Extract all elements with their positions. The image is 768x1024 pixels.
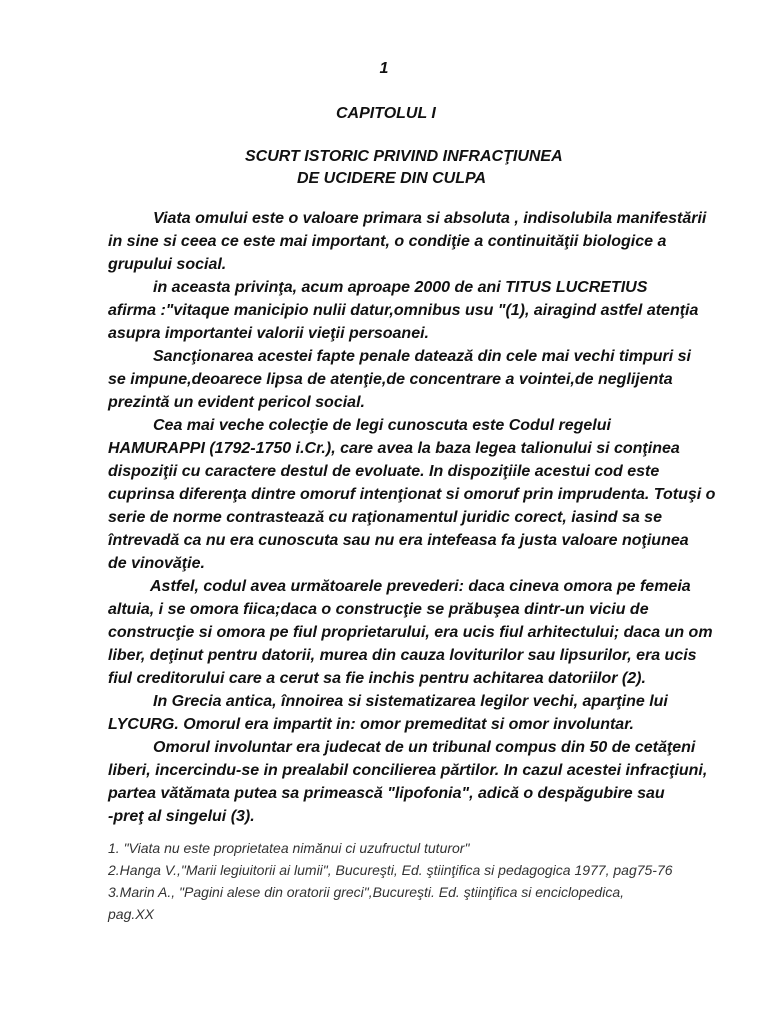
body-line: Viata omului este o valoare primara si absoluta , indisolubila manifestării — [153, 210, 707, 227]
chapter-title-line-1: SCURT ISTORIC PRIVIND INFRACŢIUNEA — [245, 148, 563, 165]
body-line: se impune,deoarece lipsa de atenţie,de concentrare a vointei,de neglijenta — [108, 371, 673, 388]
body-line: in sine si ceea ce este mai important, o condiţie a continuităţii biologice a — [108, 233, 667, 250]
body-line: LYCURG. Omorul era impartit in: omor premeditat si omor involuntar. — [108, 716, 634, 733]
body-line: Omorul involuntar era judecat de un tribunal compus din 50 de cetăţeni — [153, 739, 696, 756]
body-line: HAMURAPPI (1792-1750 i.Cr.), care avea la baza legea talionului si conţinea — [108, 440, 680, 457]
body-line: afirma :"vitaque manicipio nulii datur,omnibus usu "(1), airagind astfel atenţia — [108, 302, 699, 319]
body-line: construcţie si omora pe fiul proprietarului, era ucis fiul arhitectului; daca un om — [108, 624, 713, 641]
body-line: -preţ al singelui (3). — [108, 808, 255, 825]
footnote-3-continued: pag.XX — [108, 906, 154, 922]
body-line: Sancţionarea acestei fapte penale datează din cele mai vechi timpuri si — [153, 348, 691, 365]
body-line: liber, deţinut pentru datorii, murea din cauza loviturilor sau lipsurilor, era ucis — [108, 647, 697, 664]
footnote-1: 1. "Viata nu este proprietatea nimănui ci uzufructul tuturor" — [108, 840, 470, 856]
footnotes — [108, 837, 718, 925]
body-line: cuprinsa diferenţa dintre omoruf intenţionat si omoruf prin imprudenta. Totuşi o — [108, 486, 716, 503]
body-line: Cea mai veche colecţie de legi cunoscuta este Codul regelui — [153, 417, 611, 434]
body-line: altuia, i se omora fiica;daca o construcţie se prăbuşea dintr-un viciu de — [108, 601, 649, 618]
body-line: grupului social. — [108, 256, 227, 273]
chapter-title-line-2: DE UCIDERE DIN CULPA — [297, 170, 487, 187]
body-line: partea vătămata putea sa primească "lipofonia", adică o despăgubire sau — [108, 785, 665, 802]
body-line: in aceasta privinţa, acum aproape 2000 de ani TITUS LUCRETIUS — [153, 279, 648, 296]
body-line: de vinovăţie. — [108, 555, 205, 572]
page-number: 1 — [379, 60, 389, 77]
chapter-heading: CAPITOLUL I — [336, 105, 436, 122]
body-line: întrevadă ca nu era cunoscuta sau nu era intefeasa fa justa valoare noţiunea — [108, 532, 689, 549]
body-line: asupra importantei valorii vieţii persoanei. — [108, 325, 429, 342]
footnote-3: 3.Marin A., "Pagini alese din oratorii greci",Bucureşti. Ed. ştiinţifica si enciclopedica, — [108, 884, 624, 900]
body-line: Astfel, codul avea următoarele prevederi: daca cineva omora pe femeia — [150, 578, 691, 595]
body-line: dispoziţii cu caractere destul de evoluate. In dispoziţiile acestui cod este — [108, 463, 660, 480]
body-text — [108, 207, 716, 828]
body-line: In Grecia antica, înnoirea si sistematizarea legilor vechi, aparţine lui — [153, 693, 668, 710]
footnote-2: 2.Hanga V.,"Marii legiuitorii ai lumii", Bucureşti, Ed. ştiinţifica si pedagogica 1977, pag75-76 — [108, 862, 673, 878]
body-line: prezintă un evident pericol social. — [108, 394, 365, 411]
body-line: liberi, incercindu-se in prealabil concilierea părtilor. In cazul acestei infracţiuni, — [108, 762, 708, 779]
body-line: fiul creditorului care a cerut sa fie inchis pentru achitarea datoriilor (2). — [108, 670, 646, 687]
body-line: serie de norme contrastează cu raţionamentul juridic corect, iasind sa se — [108, 509, 662, 526]
